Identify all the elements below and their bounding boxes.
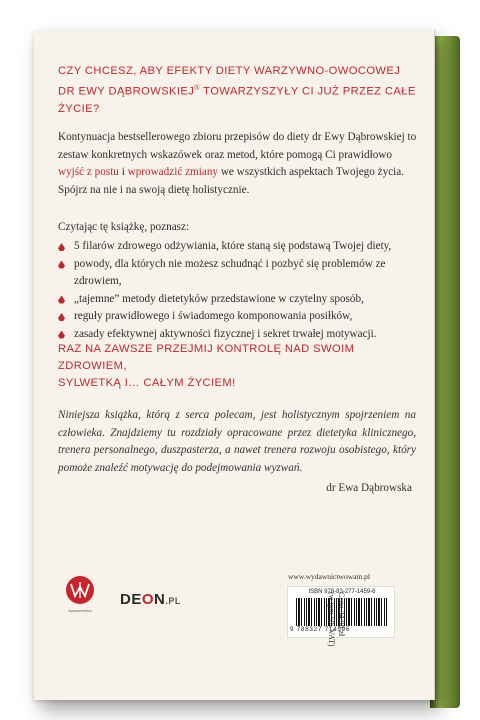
benefits-list [58,238,418,343]
deon-logo-part1: DE [120,591,142,608]
headline-callout [58,341,418,392]
list-item [58,308,418,326]
intro-highlight-1: wyjść z postu [58,166,119,178]
intro-part1: Kontynuacja bestsellerowego zbioru przepisów do diety dr Ewy Dąbrowskiej to zestaw konkretnych wskazówek oraz metod, które pomogą Ci prawidłowo [58,131,417,161]
list-item-text: 5 filarów zdrowego odżywiania, które staną się podstawą Twojej diety, [74,240,392,252]
intro-paragraph [58,129,418,199]
headline-question [58,63,418,118]
wam-logo-glyph-icon [70,582,90,598]
list-item-text: zasady efektywnej aktywności fizycznej i sekret trwałej motywacji. [74,327,377,340]
deon-logo-o: O [141,591,155,608]
list-lead: Czytając tę książkę, poznasz: [58,221,190,233]
bullet-icon [58,261,65,269]
deon-logo-pl: .PL [165,596,181,606]
publisher-website: www.wydawnictwowam.pl [288,572,370,581]
registered-mark: ® [194,85,200,92]
price-value: Cena 34,90 zł [337,592,346,637]
endorsement-quote: Niniejsza książka, którą z serca polecam, jest holistycznym spojrzeniem na człowieka. Znajdziemy tu rozdziały opracowane przez dietetyka klinicznego, trenera personalnego, duszpasterza, a nawet trenera rozwoju osobistego, który pomoże znaleźć motywację do podejmowania wyzwań. [58,409,416,474]
headline-callout-line2: SYLWETKĄ I… CAŁYM ŻYCIEM! [58,377,236,389]
headline-callout-line1: RAZ NA ZAWSZE PRZEJMIJ KONTROLĘ NAD SWOIM ZDROWIEM, [58,343,355,372]
isbn-text: ISBN 978-83-277-1459-6 [308,589,376,595]
list-item [58,238,418,256]
list-item [58,256,418,291]
intro-part3: we wszystkich aspektach Twojego życia. Spójrz na nie i na swoją dietę holistycznie. [58,166,405,196]
intro-part2: i [118,166,128,178]
headline-question-line1: CZY CHCESZ, ABY EFEKTY DIETY WARZYWNO-OWOCOWEJ [58,65,401,77]
list-item-text: powody, dla których nie możesz schudnąć i pozbyć się problemów ze zdrowiem, [74,257,386,287]
deon-logo-part2: N [154,591,166,608]
barcode-digits: 9 788327 714596 [290,627,351,633]
headline-question-line2-pre: DR EWY DĄBROWSKIEJ [58,85,195,98]
price-label [326,592,346,647]
list-item-text: „tajemne” metody dietetyków przedstawione w czytelny sposób, [74,292,364,305]
bullet-icon [58,331,65,339]
bullet-icon [58,313,65,321]
endorsement-signature: dr Ewa Dąbrowska [326,482,412,494]
list-item [58,291,418,309]
bullet-icon [58,296,65,304]
intro-highlight-2: wprowadzić zmiany [127,166,219,178]
wam-logo-icon [66,576,94,604]
deon-logo [120,591,181,608]
wam-logo-caption: wydawnictwo [68,608,92,613]
list-item-text: reguły prawidłowego i świadomego komponowania posiłków, [74,310,353,322]
headline-question-line2-post: TOWARZYSZYŁY CI JUŻ PRZEZ CAŁE ŻYCIE? [58,85,416,115]
book-back-cover [34,30,435,700]
price-vat: (w tym 5% VAT) [327,592,336,647]
bullet-icon [58,243,65,251]
